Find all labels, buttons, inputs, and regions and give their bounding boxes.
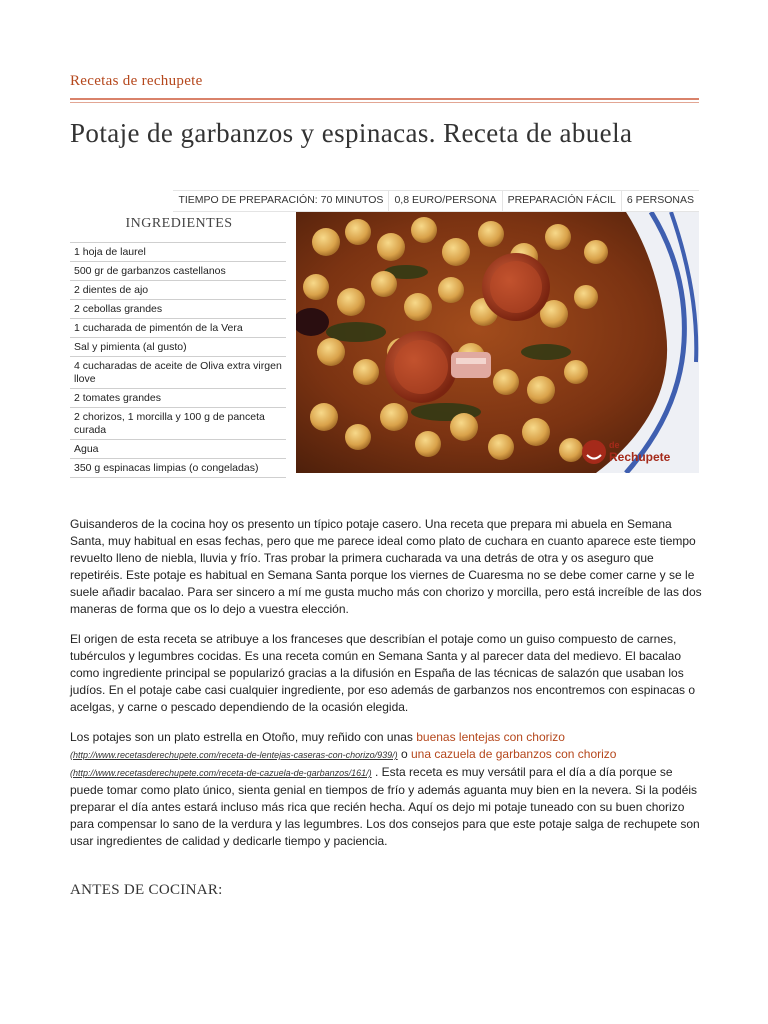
ingredient-item: 2 tomates grandes [70,389,286,408]
photo-logo-bottom: Rechupete [609,450,671,464]
meta-cost: 0,8 EURO/PERSONA [388,191,501,211]
ingredient-item: 2 cebollas grandes [70,300,286,319]
ingredient-item: Sal y pimienta (al gusto) [70,338,286,357]
recipe-meta-bar [173,190,699,212]
page-title: Potaje de garbanzos y espinacas. Receta de abuela [70,118,633,148]
link-cazuela-url[interactable]: (http://www.recetasderechupete.com/receta-de-cazuela-de-garbanzos/161/) [70,768,372,778]
ingredient-item: 2 chorizos, 1 morcilla y 100 g de panceta curada [70,408,286,440]
ingredient-item: Agua [70,440,286,459]
paragraph-3 [70,729,702,850]
meta-difficulty: PREPARACIÓN FÁCIL [502,191,621,211]
ingredients-heading: INGREDIENTES [125,216,233,231]
meta-prep-time: TIEMPO DE PREPARACIÓN: 70 MINUTOS [178,194,384,206]
site-name[interactable]: Recetas de rechupete [70,73,203,89]
paragraph-3-mid: o [397,747,411,761]
paragraph-3-start: Los potajes son un plato estrella en Otoño, muy reñido con unas [70,730,417,744]
link-lentejas[interactable]: buenas lentejas con chorizo [416,730,565,744]
ingredient-item: 500 gr de garbanzos castellanos [70,262,286,281]
ingredient-item: 350 g espinacas limpias (o congeladas) [70,459,286,478]
ingredients-list [70,242,286,478]
stew-illustration [296,212,699,473]
recipe-photo [296,212,699,473]
article-body [70,516,702,863]
header-rule-thin [70,102,699,103]
meta-servings: 6 PERSONAS [621,191,699,211]
paragraph-1: Guisanderos de la cocina hoy os presento un típico potaje casero. Una receta que prepara mi abuela en Semana Santa, muy habitual en esas fechas, pero que me parece ideal como plato de cuchara en cuanto aparece este tiempo revuelto lleno de niebla, lluvia y frío. Tras probar la primera cucharada va una detrás de otra y os aseguro que repetiréis. Este potaje es habitual en Semana Santa porque los viernes de Cuaresma no se debe comer carne y se le suele añadir bacalao. Para ser sincero a mí me gusta mucho más con chorizo y morcilla, pero está increíble de las dos maneras de forma que os lo dejo a vuestra elección. [70,517,702,616]
paragraph-3-end: . Esta receta es muy versátil para el día a día porque se puede tomar como plato único, sienta genial en tiempos de frío y además aguanta muy bien en la nevera. Si la podéis preparar el día antes estará incluso más rica que recién hecha. Aquí os dejo mi potaje tuneado con su buen chorizo para compensar lo sano de la verdura y las legumbres. Los dos consejos para que este potaje salga de rechupete son usar ingredientes de calidad y dedicarle tiempo y paciencia. [70,765,700,848]
section-heading: ANTES DE COCINAR: [70,882,223,898]
link-lentejas-url[interactable]: (http://www.recetasderechupete.com/receta-de-lentejas-caseras-con-chorizo/939/) [70,750,398,760]
ingredient-item: 1 cucharada de pimentón de la Vera [70,319,286,338]
header-rule [70,98,699,100]
ingredient-item: 1 hoja de laurel [70,243,286,262]
ingredient-item: 4 cucharadas de aceite de Oliva extra virgen llove [70,357,286,389]
paragraph-2: El origen de esta receta se atribuye a los franceses que describían el potaje como un guiso compuesto de carnes, tubérculos y legumbres cocidas. Es una receta común en Semana Santa y al parecer data del medievo. El bacalao como ingrediente principal se popularizó gracias a la difusión en España de las técnicas de salazón que usaban los judíos. En el potaje cabe casi cualquier ingrediente, por eso además de garbanzos nos encontremos con espinacas o acelgas, y carne o pescado dependiendo de la ocasión elegida. [70,632,696,714]
ingredient-item: 2 dientes de ajo [70,281,286,300]
photo-logo-top: de [609,440,620,450]
link-cazuela[interactable]: una cazuela de garbanzos con chorizo [411,747,617,761]
